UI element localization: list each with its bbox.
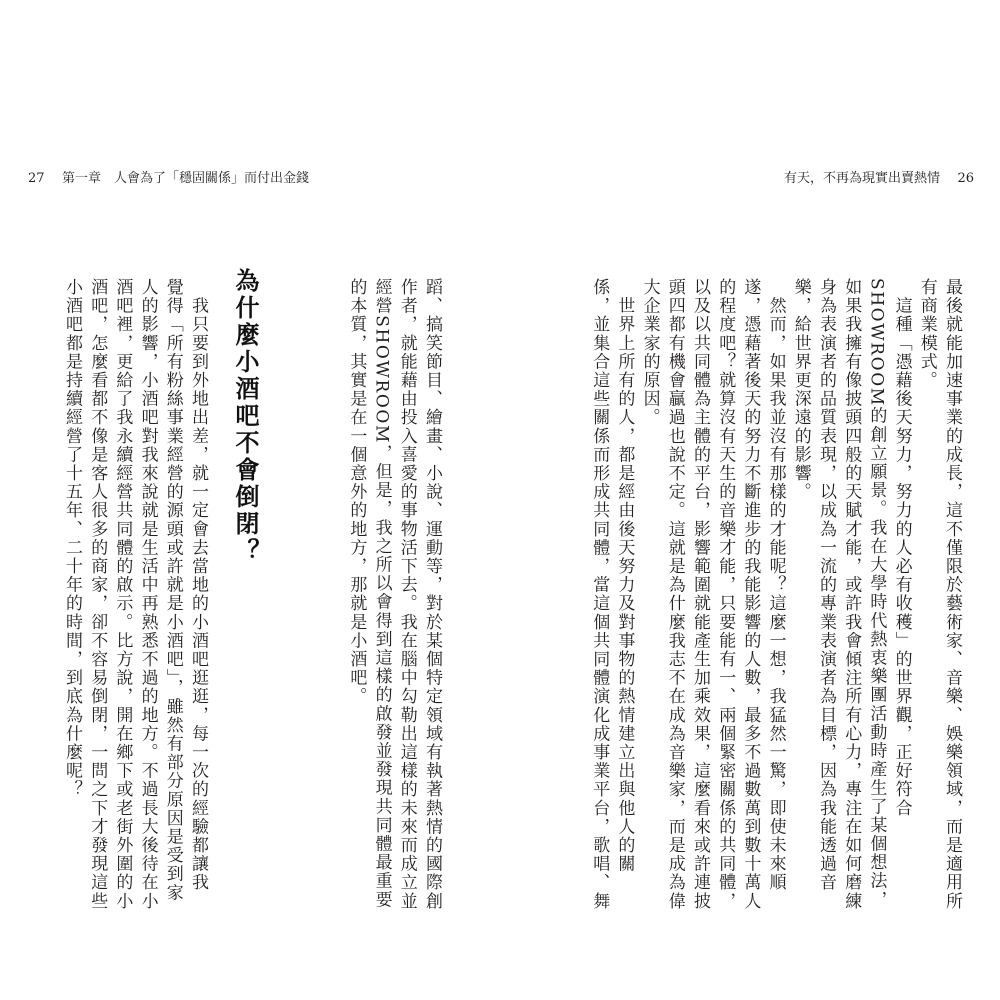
text-column: 最後就能加速事業的成長，這不僅限於藝術家、音樂、娛樂領域，而是適用所 [942, 278, 962, 911]
text-column: 蹈、搞笑節目、繪畫、小說、運動等，對於某個特定領域有執著熱情的國際創 [422, 278, 442, 911]
text-column: 作者，就能藉由投入喜愛的事物活下去。我在腦中勾勒出這樣的未來而成立並 [396, 278, 417, 911]
running-header-left: 第一章 人會為了「穩固關係」而付出金錢 [62, 171, 310, 186]
text-column: 的程度吧？就算沒有天生的音樂才能，只要能有一、兩個緊密關係的共同體， [715, 278, 736, 911]
text-column: 酒吧裡，更給了我永續經營共同體的啟示。比方說，開在鄉下或老街外圍的小 [112, 278, 133, 911]
text-column: 有商業模式。 [916, 278, 937, 390]
text-column: 樂，給世界更深遠的影響。 [790, 278, 811, 502]
text-column: 頭四都有機會贏過也說不定。這就是為什麼我志不在成為音樂家，而是成為偉 [664, 278, 685, 911]
text-column: 小酒吧都是持續經營了十五年、二十年的時間，到底為什麼呢？ [62, 278, 82, 799]
text-column: SHOWROOM的創立願景。我在大學時代熱衷樂團活動時產生了某個想法， [866, 278, 887, 909]
text-column: 以及以共同體為主體的平台，影響範圍就能產生加乘效果，這麼看來或許連披 [690, 278, 710, 911]
text-column: 係，並集合這些關係而形成共同體，當這個共同體演化成事業平台，歌唱、舞 [589, 278, 610, 911]
text-column: 大企業家的原因。 [639, 278, 660, 427]
text-column: 這種「憑藉後天努力，努力的人必有收穫」的世界觀，正好符合 [891, 278, 912, 818]
page-number-left: 27 [28, 171, 45, 186]
text-column: 然而，如果我並沒有那樣的才能呢？這麼一想，我猛然一驚，即使未來順 [765, 278, 786, 892]
page-number-right: 26 [957, 171, 974, 186]
right-page [500, 0, 1000, 1000]
text-column: 覺得「所有粉絲事業經營的源頭或許就是小酒吧」，雖然有部分原因是受到家 [162, 278, 183, 902]
text-column: 我只要到外地出差，就一定會去當地的小酒吧逛逛，每一次的經驗都讓我 [188, 278, 208, 892]
text-column: 如果我擁有像披頭四般的天賦才能，或許我會傾注所有心力，專注在如何磨練 [841, 278, 862, 911]
text-column: 經營SHOWROOM，但是，我之所以會得到這樣的啟發並發現共同體最重要 [371, 278, 392, 909]
text-column: 遂，憑藉著後天的努力不斷進步的我能影響的人數，最多不過數萬到數十萬人 [740, 278, 761, 911]
text-column: 的本質，其實是在一個意外的地方，那就是小酒吧。 [346, 278, 367, 706]
text-column: 酒吧，怎麼看都不像是客人很多的商家，卻不容易倒閉，一問之下才發現這些 [87, 278, 108, 911]
section-heading: 為什麼小酒吧不會倒閉？ [231, 268, 259, 565]
text-column: 世界上所有的人，都是經由後天努力及對事物的熱情建立出與他人的關 [614, 278, 635, 874]
text-column: 人的影響，小酒吧對我來說就是生活中再熟悉不過的地方。不過長大後待在小 [137, 278, 158, 911]
text-column: 身為表演者的品質表現，以成為一流的專業表演者為目標，因為我能透過音 [816, 278, 836, 892]
running-header-right: 有天，不再為現實出賣熱情 [783, 171, 940, 186]
